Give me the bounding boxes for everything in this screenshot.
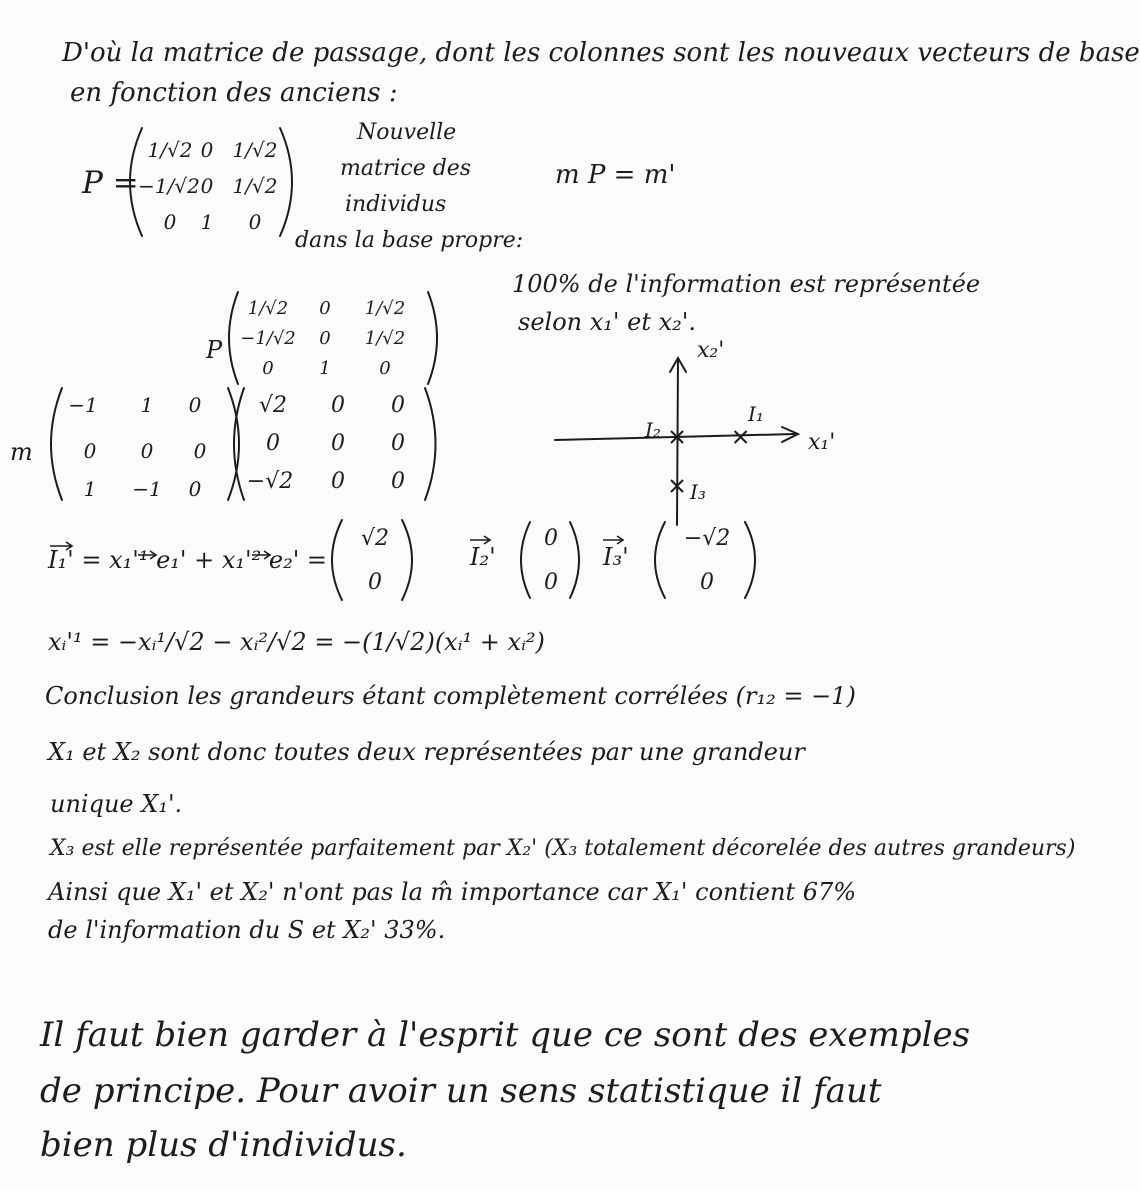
r-cell-0-0: √2 [258, 393, 287, 418]
up-cell-2-0: 0 [262, 358, 274, 379]
footer-line-2: de principe. Pour avoir un sens statistique il faut [40, 1071, 882, 1111]
conclusion-line-2: X₁ et X₂ sont donc toutes deux représentées par une grandeur [48, 738, 805, 766]
up-cell-0-2: 1/√2 [364, 298, 406, 319]
p-cell-0-2: 1/√2 [232, 138, 278, 162]
up-cell-2-1: 1 [319, 358, 331, 379]
i2-lhs: I₂' [470, 543, 496, 571]
m-cell-2-1: −1 [132, 477, 162, 501]
projection-formula: xᵢ'¹ = −xᵢ¹/√2 − xᵢ²/√2 = −(1/√2)(xᵢ¹ + xᵢ²) [48, 628, 545, 656]
m-cell-1-1: 0 [140, 439, 154, 463]
m-cell-0-1: 1 [140, 393, 154, 417]
nouvelle-line-1: Nouvelle [357, 120, 457, 145]
info-line-1: 100% de l'information est représentée [512, 270, 981, 298]
i3-vec-1: 0 [700, 570, 714, 595]
plot-point-label-i2: I₂ [645, 418, 661, 442]
p-label: P = [82, 165, 139, 201]
i1-equation: I₁' = x₁'¹ e₁' + x₁'² e₂' = [48, 546, 328, 574]
up-cell-1-2: 1/√2 [364, 328, 406, 349]
m-cell-0-2: 0 [188, 393, 202, 417]
i3-vec-0: −√2 [683, 526, 731, 551]
i1-vec-0: √2 [360, 526, 389, 551]
p-cell-2-1: 1 [200, 210, 214, 234]
r-cell-2-2: 0 [391, 469, 405, 494]
r-cell-1-1: 0 [331, 431, 345, 456]
up-cell-0-0: 1/√2 [247, 298, 289, 319]
i3-lhs: I₃' [603, 543, 629, 571]
conclusion-line-3: unique X₁'. [50, 790, 183, 818]
r-cell-2-1: 0 [331, 469, 345, 494]
up-cell-0-1: 0 [319, 298, 331, 319]
plot-point-label-i3: I₃ [690, 480, 706, 504]
up-right-paren [428, 292, 437, 384]
nouvelle-line-4: dans la base propre: [295, 228, 524, 253]
up-left-paren [229, 292, 238, 384]
i2-right-paren [570, 522, 579, 598]
upper-p-label: P [206, 336, 223, 364]
footer-line-3: bien plus d'individus. [40, 1125, 407, 1165]
footer-line-1: Il faut bien garder à l'esprit que ce sont des exemples [40, 1015, 971, 1055]
up-cell-2-2: 0 [379, 358, 391, 379]
r-cell-1-0: 0 [266, 431, 280, 456]
i3-right-paren [745, 522, 755, 598]
p-cell-1-2: 1/√2 [232, 174, 278, 198]
i1-left-paren [332, 520, 342, 600]
conclusion-line-1: Conclusion les grandeurs étant complètement corrélées (r₁₂ = −1) [45, 682, 856, 710]
conclusion-line-4: X₃ est elle représentée parfaitement par X₂' (X₃ totalement décorelée des autres grandeurs) [50, 836, 1076, 861]
i3-left-paren [655, 522, 665, 598]
p-cell-2-2: 0 [248, 210, 262, 234]
r-cell-0-1: 0 [331, 393, 345, 418]
conclusion-line-6: de l'information du S et X₂' 33%. [48, 916, 446, 944]
m-cell-1-0: 0 [83, 439, 97, 463]
i1-vec-1: 0 [368, 570, 382, 595]
m-cell-2-2: 0 [188, 477, 202, 501]
up-cell-1-1: 0 [319, 328, 331, 349]
m-left-paren [51, 388, 62, 500]
p-cell-1-1: 0 [200, 174, 214, 198]
p-cell-2-0: 0 [163, 210, 177, 234]
conclusion-line-5: Ainsi que X₁' et X₂' n'ont pas la m̂ importance car X₁' contient 67% [48, 878, 857, 906]
p-cell-0-1: 0 [200, 138, 214, 162]
up-cell-1-0: −1/√2 [240, 328, 296, 349]
intro-line-1: D'où la matrice de passage, dont les colonnes sont les nouveaux vecteurs de base [62, 38, 1140, 68]
p-cell-0-0: 1/√2 [147, 138, 193, 162]
p-left-paren [130, 128, 142, 236]
mp-equation: m P = m' [555, 160, 676, 190]
i2-left-paren [521, 522, 530, 598]
plot-point-1 [735, 431, 747, 443]
r-cell-2-0: −√2 [246, 469, 294, 494]
m-cell-1-2: 0 [193, 439, 207, 463]
r-cell-1-2: 0 [391, 431, 405, 456]
plot-points [671, 431, 747, 492]
i1-right-paren [402, 520, 412, 600]
y-axis-line [677, 360, 678, 525]
m-cell-2-0: 1 [83, 477, 97, 501]
plot-y-axis-label: x₂' [697, 338, 725, 363]
r-cell-0-2: 0 [391, 393, 405, 418]
nouvelle-line-3: individus [345, 192, 447, 217]
nouvelle-line-2: matrice des [340, 156, 472, 181]
plot-x-axis-label: x₁' [808, 430, 836, 455]
p-cell-1-0: −1/√2 [138, 174, 200, 198]
m-cell-0-0: −1 [68, 393, 98, 417]
r-right-paren [425, 388, 436, 500]
p-right-paren [280, 128, 292, 236]
i2-vec-0: 0 [544, 526, 558, 551]
info-line-2: selon x₁' et x₂'. [518, 308, 696, 336]
m-label: m [10, 438, 33, 466]
i2-vec-1: 0 [544, 570, 558, 595]
intro-line-2: en fonction des anciens : [70, 78, 398, 108]
plot-point-label-i1: I₁ [748, 402, 764, 426]
